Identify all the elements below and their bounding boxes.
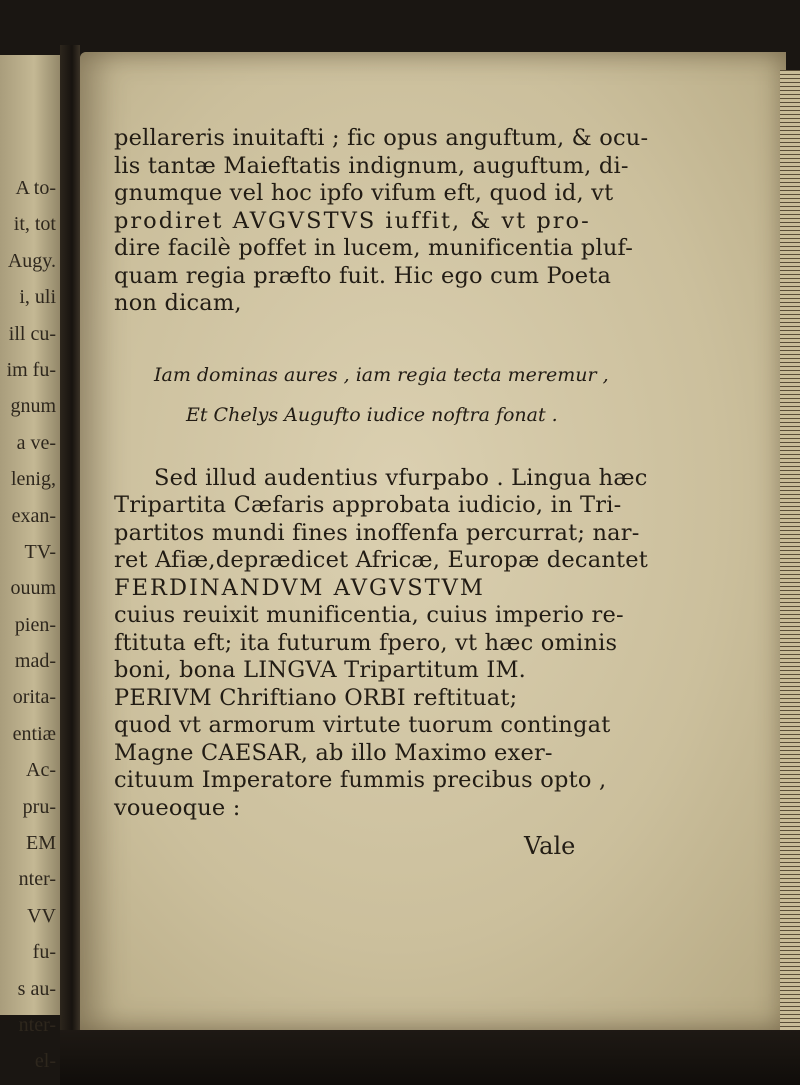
text-line: gnumque vel hoc ipfo vifum eft, quod id, vt: [114, 180, 614, 206]
text-line: boni, bona LINGVA Tripartitum IM.: [114, 657, 527, 683]
left-fragment: VV: [27, 904, 56, 927]
left-fragment: A to-: [15, 177, 56, 199]
left-fragment: ill cu-: [8, 322, 56, 345]
left-fragment: lenig,: [11, 468, 56, 491]
left-fragment: nter-: [18, 1013, 56, 1036]
closing-vale: Vale: [524, 832, 576, 860]
left-fragment: Augy.: [7, 249, 56, 272]
left-fragment: Ac-: [26, 759, 56, 782]
verse-quote: [114, 355, 764, 435]
text-line: Sed illud audentius vfurpabo . Lingua hæc: [154, 464, 648, 491]
text-line: PERIVM Chriftiano ORBI reftituat;: [114, 684, 518, 711]
left-fragment: s au-: [17, 977, 56, 1000]
left-fragment: im fu-: [6, 358, 56, 381]
text-line: FERDINANDVM AVGVSTVM: [114, 574, 485, 601]
left-fragment: orita-: [12, 686, 56, 709]
text-line: prodiret AVGVSTVS iuffit, & vt pro-: [114, 207, 591, 234]
left-fragment: mad-: [14, 650, 56, 673]
text-line: quod vt armorum virtute tuorum contingat: [114, 712, 611, 738]
text-line: dire facilè poffet in lucem, munificentia pluf-: [114, 235, 634, 261]
page-text: [114, 125, 764, 866]
left-fragment: pru-: [22, 795, 56, 818]
left-fragment: exan-: [11, 504, 56, 527]
text-line: lis tantæ Maieftatis indignum, auguftum, di-: [114, 152, 629, 179]
paragraph-1: [114, 125, 764, 318]
left-page-fragments: [0, 170, 60, 1080]
left-fragment: EM: [26, 832, 56, 855]
left-fragment: gnum: [10, 395, 56, 418]
text-line: quam regia præfto fuit. Hic ego cum Poeta: [114, 262, 612, 289]
left-fragment: nter-: [18, 868, 56, 891]
text-line: ftituta eft; ita futurum fpero, vt hæc ominis: [114, 629, 618, 656]
left-fragment: fu-: [32, 941, 56, 964]
text-line: voueoque :: [114, 794, 241, 821]
page-edges: [780, 70, 800, 1030]
text-line: Tripartita Cæfaris approbata iudicio, in Tri-: [114, 492, 622, 518]
left-fragment: a ve-: [16, 431, 56, 454]
book-gutter: [60, 45, 80, 1030]
text-line: Magne CAESAR, ab illo Maximo exer-: [114, 739, 553, 766]
verse-line: Et Chelys Augufto iudice noftra fonat .: [186, 403, 558, 426]
left-fragment: i, uli: [19, 286, 56, 309]
text-line: cuius reuixit munificentia, cuius imperio re-: [114, 602, 624, 628]
text-line: pellareris inuitafti ; fic opus anguftum, & ocu-: [114, 125, 649, 151]
paragraph-2: [114, 465, 764, 823]
left-fragment: pien-: [14, 613, 56, 636]
verse-line: Iam dominas aures , iam regia tecta meremur ,: [154, 363, 609, 386]
text-line: ret Afiæ,deprædicet Africæ, Europæ decantet: [114, 547, 649, 573]
text-line: partitos mundi fines inoffenfa percurrat; nar-: [114, 519, 640, 546]
left-fragment: el-: [34, 1050, 56, 1073]
left-fragment: TV-: [24, 540, 56, 563]
left-fragment: ouum: [10, 577, 56, 600]
left-fragment: entiæ: [12, 722, 56, 745]
text-line: cituum Imperatore fummis precibus opto ,: [114, 767, 607, 793]
text-line: non dicam,: [114, 290, 242, 316]
left-fragment: it, tot: [13, 213, 56, 236]
book-bottom-shadow: [60, 1030, 800, 1085]
left-facing-page: [0, 55, 62, 1073]
